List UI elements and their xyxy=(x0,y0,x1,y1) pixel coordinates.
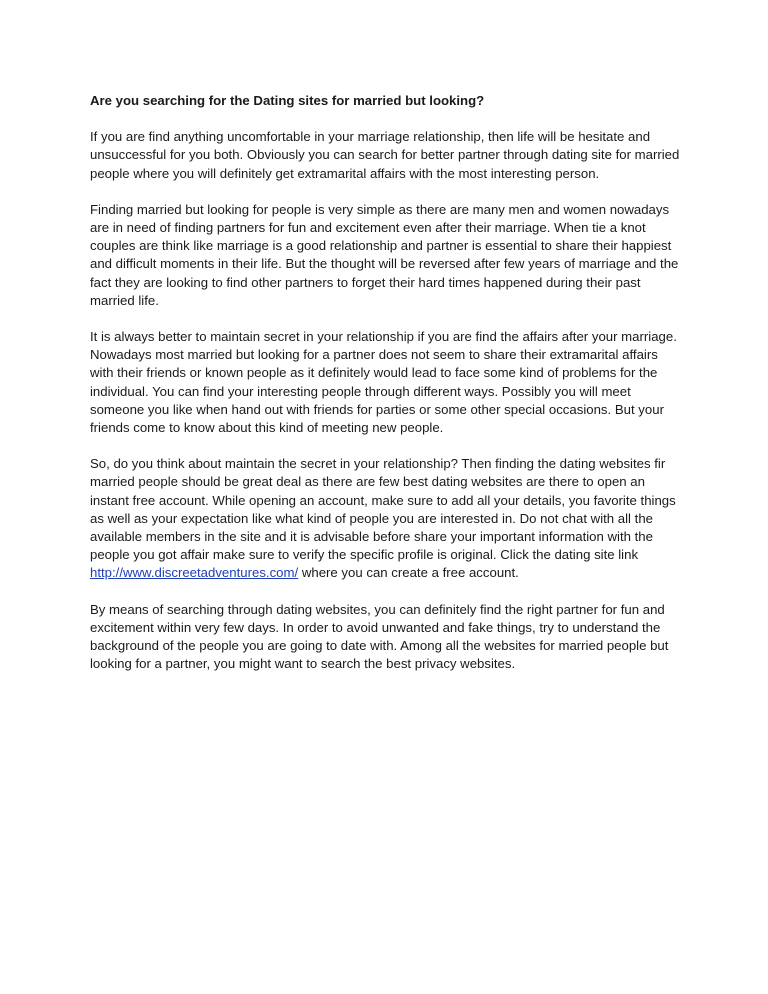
paragraph-1: If you are find anything uncomfortable in your marriage relationship, then life will be hesitate and unsuccessful for you both. Obviously you can search for better partner through dating site for married people where you will definitely get extramarital affairs with the most interesting person. xyxy=(90,129,680,181)
document-title: Are you searching for the Dating sites for married but looking? xyxy=(90,93,485,108)
paragraph-4-text-after-link: where you can create a free account. xyxy=(298,565,519,581)
paragraph-4-text-before-link: So, do you think about maintain the secret in your relationship? Then finding the dating websites fir married people should be great deal as there are few best dating websites are there to open an instant free account. While opening an account, make sure to add all your details, you favorite things as well as your expectation like what kind of people you are interested in. Do not chat with all the available members in the site and it is advisable before share your important information with the people you got affair make sure to verify the specific profile is original. Click the dating site link xyxy=(90,456,676,563)
dating-site-link[interactable]: http://www.discreetadventures.com/ xyxy=(90,565,299,581)
paragraph-3: It is always better to maintain secret in your relationship if you are find the affairs after your marriage. Nowadays most married but looking for a partner does not seem to share their extramarital affairs with their friends or known people as it definitely would lead to face some kind of problems for the individual. You can find your interesting people through different ways. Possibly you will meet someone you like when hand out with friends for parties or some other special occasions. But your friends come to know about this kind of meeting new people. xyxy=(90,329,677,436)
paragraph-2: Finding married but looking for people is very simple as there are many men and women nowadays are in need of finding partners for fun and excitement even after their marriage. When tie a knot couples are think like marriage is a good relationship and partner is essential to share their happiest and difficult moments in their life. But the thought will be reversed after few years of marriage and the fact they are looking to find other partners to forget their hard times happened during their past married life. xyxy=(90,201,679,308)
document-page xyxy=(90,92,682,691)
paragraph-5: By means of searching through dating websites, you can definitely find the right partner for fun and excitement within very few days. In order to avoid unwanted and fake things, try to understand the background of the people you are going to date with. Among all the websites for married people but looking for a partner, you might want to search the best privacy websites. xyxy=(90,601,669,672)
paragraph-4 xyxy=(90,455,682,582)
